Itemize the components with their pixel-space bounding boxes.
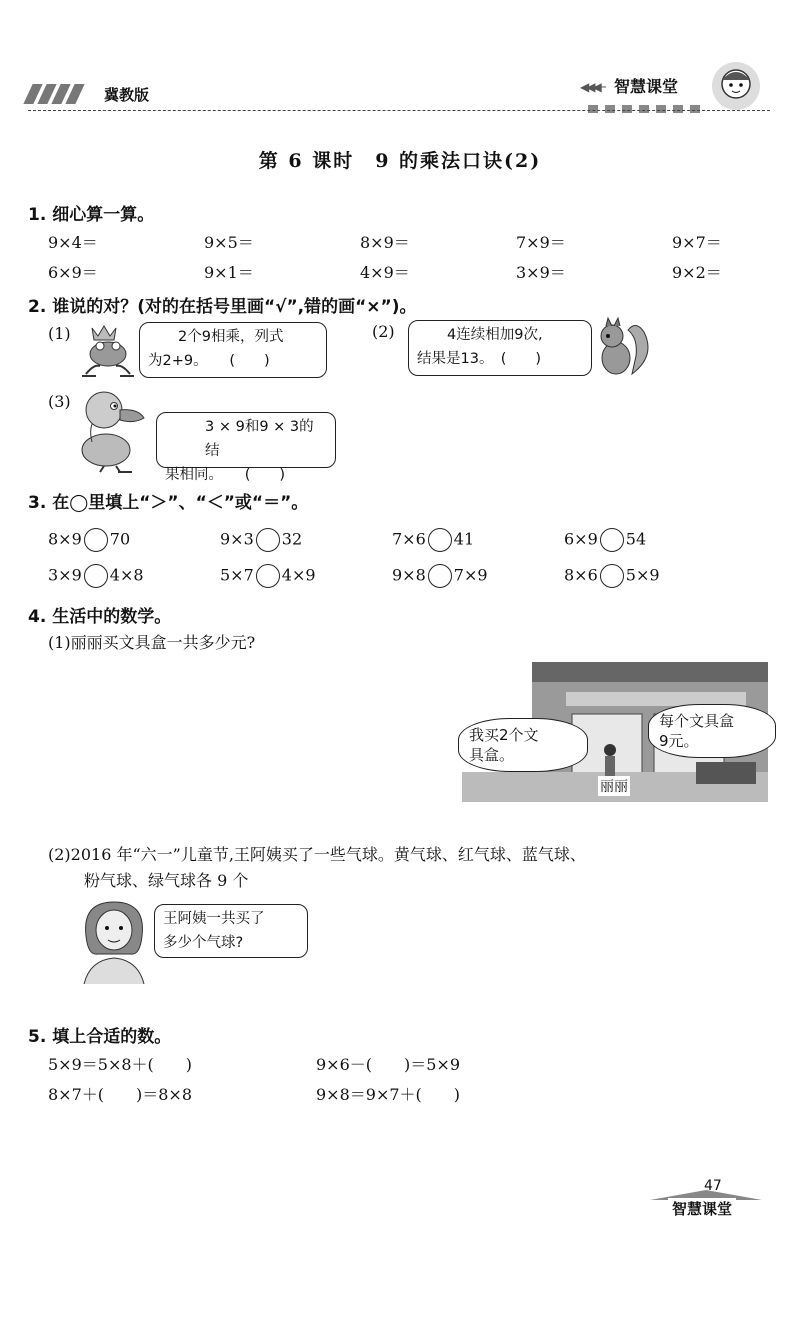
q1-item: 9×4＝ <box>48 233 98 252</box>
q1-item: 7×9＝ <box>516 233 566 252</box>
q1-item: 9×1＝ <box>204 263 254 282</box>
answer-circle[interactable] <box>428 564 452 588</box>
q2-item2-line2: 结果是13。 ( ) <box>417 351 542 367</box>
q1-grid <box>48 230 788 286</box>
header-stripes <box>28 84 88 104</box>
q3-item: 6×9 54 <box>564 528 646 552</box>
q1-item: 9×5＝ <box>204 233 254 252</box>
q2-item3-line1: 3 × 9和9 × 3的结 <box>205 419 314 459</box>
q3-item: 8×6 5×9 <box>564 564 660 588</box>
q2-item2-label: (2) <box>372 322 395 341</box>
q3-item: 9×3 32 <box>220 528 302 552</box>
q2-heading: 2. 谁说的对？(对的在括号里画“√”,错的画“×”)。 <box>28 297 417 317</box>
q1-item: 3×9＝ <box>516 263 566 282</box>
girl-name-label: 丽丽 <box>598 776 630 796</box>
q3-item: 5×7 4×9 <box>220 564 316 588</box>
answer-circle[interactable] <box>600 564 624 588</box>
q1-item: 6×9＝ <box>48 263 98 282</box>
q1-item: 9×2＝ <box>672 263 722 282</box>
q2-item2-bubble <box>408 320 592 376</box>
answer-circle[interactable] <box>84 528 108 552</box>
q1-item: 4×9＝ <box>360 263 410 282</box>
q5-item: 9×6－( )＝5×9 <box>316 1055 461 1074</box>
aunt-wang-icon <box>74 896 154 984</box>
q4-part1: (1)丽丽买文具盒一共多少元? <box>48 633 256 652</box>
frog-icon <box>78 322 140 380</box>
q3-item: 9×8 7×9 <box>392 564 488 588</box>
edition-label: 冀教版 <box>104 86 150 104</box>
q4-bubble-clerk: 每个文具盒 9元。 <box>648 704 776 758</box>
q4-question-bubble: 王阿姨一共买了 多少个气球? <box>154 904 308 958</box>
q2-item3-label: (3) <box>48 392 71 411</box>
q4-part2-line2: 粉气球、绿气球各 9 个 <box>84 871 249 890</box>
squirrel-icon <box>592 316 656 378</box>
q2-item3-line2: 果相同。 ( ) <box>165 467 286 483</box>
q5-item: 9×8＝9×7＋( ) <box>316 1085 461 1104</box>
q3-item: 3×9 4×8 <box>48 564 144 588</box>
q4-part2-line1: (2)2016 年“六一”儿童节,王阿姨买了一些气球。黄气球、红气球、蓝气球、 <box>48 845 586 864</box>
answer-circle[interactable] <box>428 528 452 552</box>
header-dots <box>588 98 707 117</box>
q5-item: 8×7＋( )＝8×8 <box>48 1085 193 1104</box>
q3-item: 7×6 41 <box>392 528 474 552</box>
lesson-title: 第 6 课时 9 的乘法口诀(2) <box>258 150 542 172</box>
q1-item: 8×9＝ <box>360 233 410 252</box>
q1-heading: 1. 细心算一算。 <box>28 205 155 225</box>
footer-brand: 智慧课堂 <box>668 1198 736 1219</box>
duck-icon <box>74 388 158 474</box>
q2-item1-line2: 为2+9。 ( ) <box>148 353 270 369</box>
page-number: 47 <box>704 1178 722 1194</box>
q5-heading: 5. 填上合适的数。 <box>28 1027 172 1047</box>
q1-item: 9×7＝ <box>672 233 722 252</box>
answer-circle[interactable] <box>256 564 280 588</box>
q2-item2-line1: 4连续相加9次, <box>447 327 543 343</box>
q5-grid <box>48 1052 648 1112</box>
q5-item: 5×9＝5×8＋( ) <box>48 1055 193 1074</box>
q3-heading: 3. 在◯里填上“＞”、“＜”或“＝”。 <box>28 493 309 513</box>
q2-item1-bubble <box>139 322 327 378</box>
answer-circle[interactable] <box>600 528 624 552</box>
q2-item1-label: (1) <box>48 324 71 343</box>
q2-item1-line1: 2个9相乘，列式 <box>178 329 284 345</box>
answer-circle[interactable] <box>84 564 108 588</box>
q4-bubble-girl: 我买2个文 具盒。 <box>458 718 588 772</box>
q4-heading: 4. 生活中的数学。 <box>28 607 172 627</box>
answer-circle[interactable] <box>256 528 280 552</box>
q3-item: 8×9 70 <box>48 528 130 552</box>
brand-label: 智慧课堂 <box>614 77 679 96</box>
girl-mascot-icon <box>706 60 766 112</box>
q2-item3-bubble <box>156 412 336 483</box>
q3-grid <box>48 528 768 598</box>
arrow-icon: ◀◀◀─ <box>580 80 603 94</box>
header-divider <box>28 110 770 111</box>
